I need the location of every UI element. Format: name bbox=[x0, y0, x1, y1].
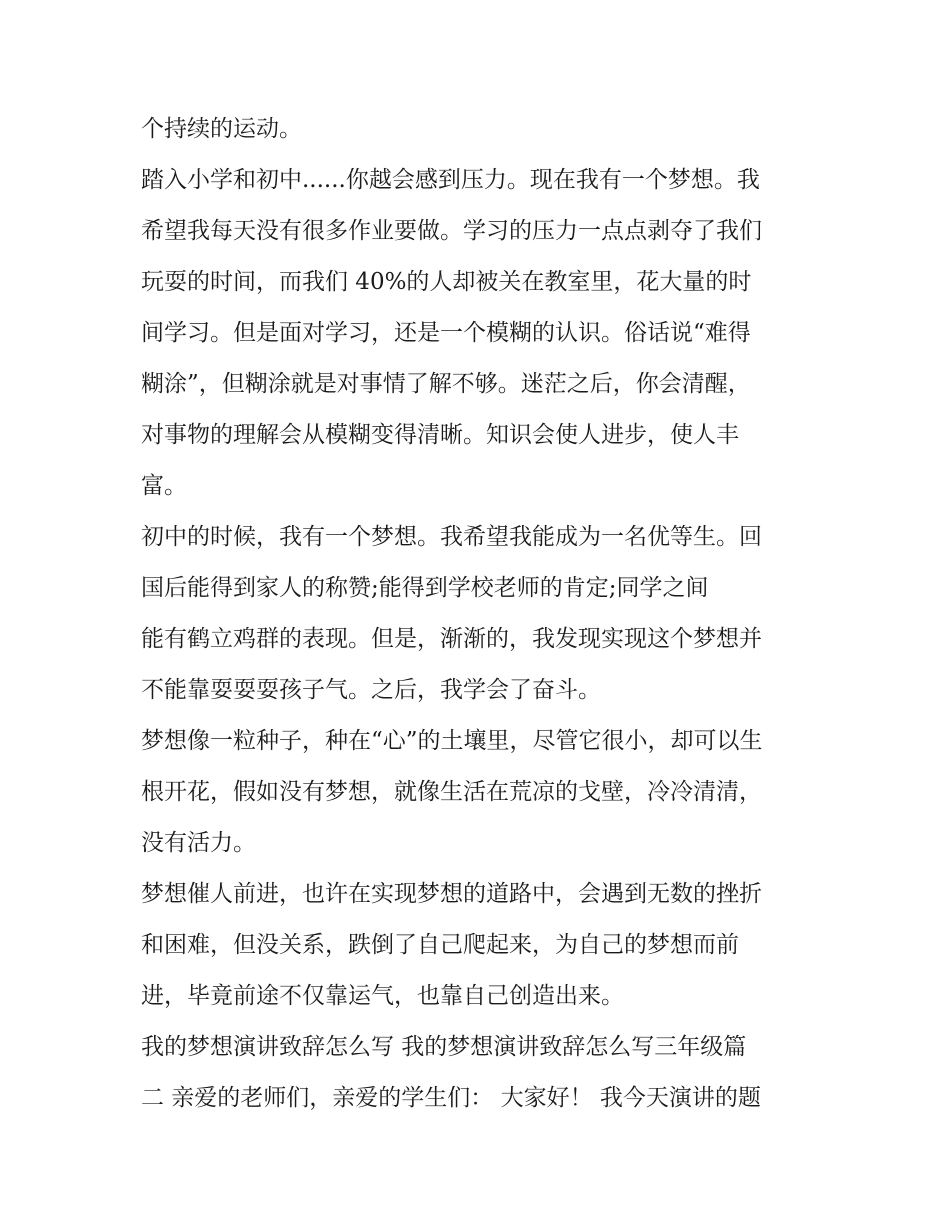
text-line: 糊涂”，但糊涂就是对事情了解不够。迷茫之后，你会清醒， bbox=[141, 371, 751, 397]
text-line: 玩耍的时间，而我们 40%的人却被关在教室里，花大量的时 bbox=[141, 269, 752, 295]
text-line: 国后能得到家人的称赞;能得到学校老师的肯定;同学之间 bbox=[141, 575, 709, 601]
text-line: 我的梦想演讲致辞怎么写 我的梦想演讲致辞怎么写三年级篇 bbox=[141, 1034, 747, 1060]
body-text bbox=[141, 104, 831, 1124]
text-line: 富。 bbox=[141, 473, 187, 499]
text-line: 对事物的理解会从模糊变得清晰。知识会使人进步，使人丰 bbox=[141, 422, 739, 448]
text-line: 不能靠耍耍耍孩子气。之后，我学会了奋斗。 bbox=[141, 677, 601, 703]
text-line: 能有鹤立鸡群的表现。但是，渐渐的，我发现实现这个梦想并 bbox=[141, 626, 762, 652]
text-line: 进，毕竟前途不仅靠运气，也靠自己创造出来。 bbox=[141, 983, 624, 1009]
text-line: 根开花，假如没有梦想，就像生活在荒凉的戈壁，冷冷清清， bbox=[141, 779, 762, 805]
text-line: 个持续的运动。 bbox=[141, 116, 302, 142]
text-line: 二 亲爱的老师们，亲爱的学生们： 大家好！ 我今天演讲的题 bbox=[141, 1085, 761, 1111]
text-line: 没有活力。 bbox=[141, 830, 256, 856]
text-line: 踏入小学和初中......你越会感到压力。现在我有一个梦想。我 bbox=[141, 167, 760, 193]
text-line: 希望我每天没有很多作业要做。学习的压力一点点剥夺了我们 bbox=[141, 218, 762, 244]
text-line: 间学习。但是面对学习，还是一个模糊的认识。俗话说“难得 bbox=[141, 320, 751, 346]
text-line: 初中的时候，我有一个梦想。我希望我能成为一名优等生。回 bbox=[141, 524, 762, 550]
text-line: 梦想催人前进，也许在实现梦想的道路中，会遇到无数的挫折 bbox=[141, 881, 762, 907]
text-line: 梦想像一粒种子，种在“心”的土壤里，尽管它很小，却可以生 bbox=[141, 728, 763, 754]
text-line: 和困难，但没关系，跌倒了自己爬起来，为自己的梦想而前 bbox=[141, 932, 739, 958]
